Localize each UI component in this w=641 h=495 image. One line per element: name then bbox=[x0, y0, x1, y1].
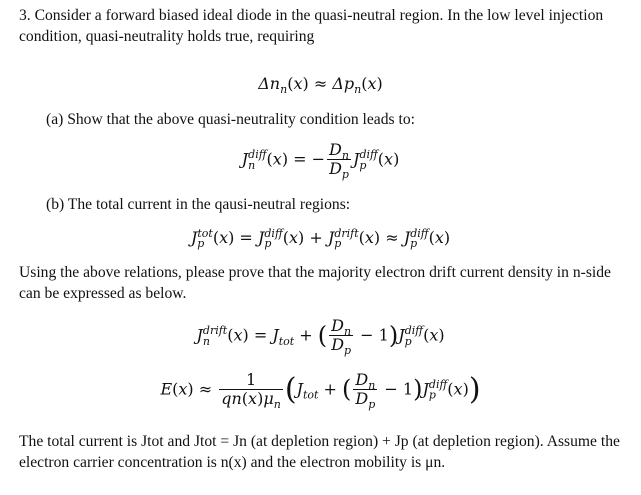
equation-part-a: $J_n^{diff}(x)$ = − $\frac{D_n}{D_p}$ $J_p^{diff}(x)$ bbox=[241, 140, 400, 181]
part-a-label: (a) Show that the above quasi-neutrality condition leads to: bbox=[46, 111, 415, 128]
equation-quasi-neutrality: $\Delta n_n(x) \approx \Delta p_n(x)$ bbox=[258, 74, 383, 97]
part-b-label: (b) The total current in the qausi-neutral regions: bbox=[46, 196, 351, 213]
prove-instruction: Using the above relations, please prove that the majority electron drift current density in n-side can be expressed as below. bbox=[19, 264, 611, 302]
equation-part-b: $J_p^{tot}(x) = J_p^{diff}(x) + J_p^{drift}(x) \approx J_p^{diff}(x)$ bbox=[190, 226, 451, 251]
problem-intro: 3. Consider a forward biased ideal diode in the quasi-neutral region. In the low level injection condition, quasi-neutrality holds true, requiring bbox=[19, 7, 604, 45]
equation-electric-field: E(x) ≈ $\frac{1}{qn(x)\mu_n}$ ($J_{tot}$ + ( $\frac{D_n}{D_p}$ − $1)J_p^{diff}(x)$) bbox=[160, 369, 481, 411]
closing-assumptions: The total current is Jtot and Jtot = Jn (at depletion region) + Jp (at depletion region). Assume the electron carrier concentration is n(x) and the electron mobility is μn. bbox=[19, 433, 620, 471]
equation-drift-current: $J_n^{drift}(x) = J_{tot}$ + ( $\frac{D_n}{D_p}$ − $1)J_p^{diff}(x)$ bbox=[196, 316, 445, 357]
